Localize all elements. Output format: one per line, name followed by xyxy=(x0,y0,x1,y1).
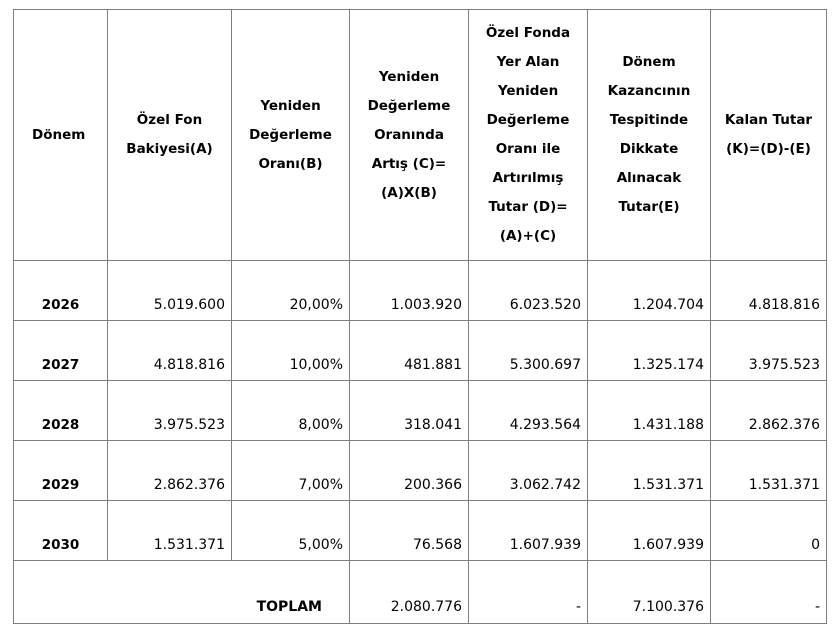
header-remaining-amount: Kalan Tutar (K)=(D)-(E) xyxy=(711,10,827,261)
total-increase-cell: 2.080.776 xyxy=(350,561,469,624)
fund-balance-cell: 2.862.376 xyxy=(108,441,232,501)
increased-amount-cell: 3.062.742 xyxy=(469,441,588,501)
increased-amount-cell: 4.293.564 xyxy=(469,381,588,441)
year-cell: 2026 xyxy=(14,261,108,321)
remaining-cell: 0 xyxy=(711,501,827,561)
remaining-cell: 2.862.376 xyxy=(711,381,827,441)
total-period-amount-cell: 7.100.376 xyxy=(588,561,711,624)
table-row xyxy=(14,501,827,561)
period-amount-cell: 1.607.939 xyxy=(588,501,711,561)
remaining-cell: 3.975.523 xyxy=(711,321,827,381)
total-row xyxy=(14,561,827,624)
rate-cell: 10,00% xyxy=(232,321,350,381)
year-cell: 2030 xyxy=(14,501,108,561)
period-amount-cell: 1.531.371 xyxy=(588,441,711,501)
rate-cell: 20,00% xyxy=(232,261,350,321)
period-amount-cell: 1.431.188 xyxy=(588,381,711,441)
increase-cell: 200.366 xyxy=(350,441,469,501)
table-row xyxy=(14,441,827,501)
rate-cell: 5,00% xyxy=(232,501,350,561)
header-revaluation-increase: Yeniden Değerleme Oranında Artış (C)=(A)X(B) xyxy=(350,10,469,261)
header-period-earnings-amount: Dönem Kazancının Tespitinde Dikkate Alınacak Tutar(E) xyxy=(588,10,711,261)
period-amount-cell: 1.325.174 xyxy=(588,321,711,381)
table-row xyxy=(14,381,827,441)
total-label: TOPLAM xyxy=(14,561,350,624)
remaining-cell: 4.818.816 xyxy=(711,261,827,321)
increase-cell: 1.003.920 xyxy=(350,261,469,321)
year-cell: 2028 xyxy=(14,381,108,441)
table-row xyxy=(14,321,827,381)
increased-amount-cell: 1.607.939 xyxy=(469,501,588,561)
revaluation-table-container xyxy=(13,9,827,624)
fund-balance-cell: 4.818.816 xyxy=(108,321,232,381)
header-special-fund-balance: Özel Fon Bakiyesi(A) xyxy=(108,10,232,261)
increase-cell: 318.041 xyxy=(350,381,469,441)
total-increased-amount-cell: - xyxy=(469,561,588,624)
header-row xyxy=(14,10,827,261)
fund-balance-cell: 1.531.371 xyxy=(108,501,232,561)
fund-balance-cell: 3.975.523 xyxy=(108,381,232,441)
remaining-cell: 1.531.371 xyxy=(711,441,827,501)
header-period: Dönem xyxy=(14,10,108,261)
year-cell: 2029 xyxy=(14,441,108,501)
rate-cell: 8,00% xyxy=(232,381,350,441)
increased-amount-cell: 5.300.697 xyxy=(469,321,588,381)
header-revaluation-rate: Yeniden Değerleme Oranı(B) xyxy=(232,10,350,261)
year-cell: 2027 xyxy=(14,321,108,381)
period-amount-cell: 1.204.704 xyxy=(588,261,711,321)
revaluation-table xyxy=(13,9,827,624)
increase-cell: 76.568 xyxy=(350,501,469,561)
total-remaining-cell: - xyxy=(711,561,827,624)
fund-balance-cell: 5.019.600 xyxy=(108,261,232,321)
rate-cell: 7,00% xyxy=(232,441,350,501)
increased-amount-cell: 6.023.520 xyxy=(469,261,588,321)
increase-cell: 481.881 xyxy=(350,321,469,381)
table-row xyxy=(14,261,827,321)
header-increased-amount: Özel Fonda Yer Alan Yeniden Değerleme Oranı ile Artırılmış Tutar (D)=(A)+(C) xyxy=(469,10,588,261)
